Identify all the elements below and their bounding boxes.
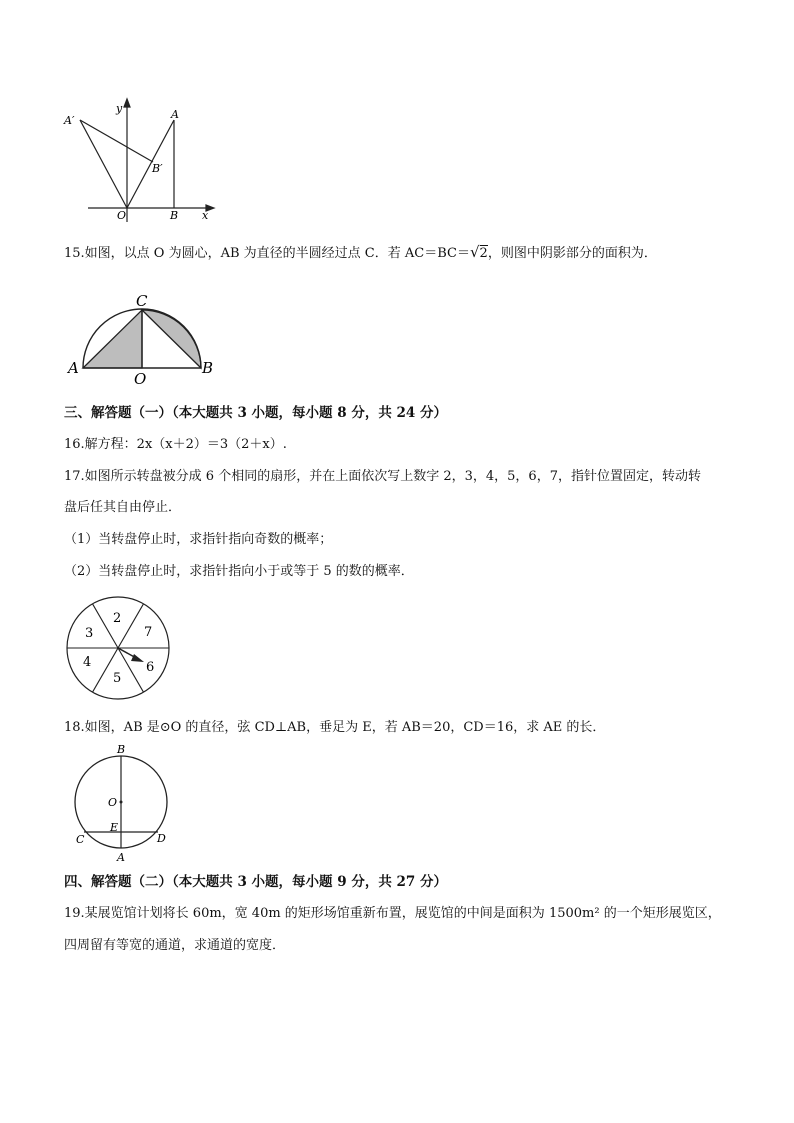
y-axis-arrow: [124, 99, 130, 107]
center-dot: [120, 801, 123, 804]
q15-text: [64, 243, 657, 263]
spinner-number: 4: [83, 655, 92, 670]
label-a: A: [68, 359, 79, 377]
sqrt-radicand: 2: [479, 246, 488, 261]
spinner-number: 3: [85, 626, 94, 641]
label-c: C: [76, 833, 85, 846]
circle-chord-figure: [68, 740, 178, 866]
shaded-segment: [142, 310, 201, 368]
pointer-arrow-icon: [131, 654, 144, 662]
rotation-figure: [58, 96, 218, 226]
label-b-prime: B′: [152, 162, 163, 175]
section-4-title: 四、解答题（二）（本大题共 3 小题，每小题 9 分，共 27 分）: [64, 874, 448, 890]
spinner-figure: [64, 594, 172, 702]
q17-line-1: 17.如图所示转盘被分成 6 个相同的扇形，并在上面依次写上数字 2，3，4，5，6，7，指针位置固定，转动转: [64, 469, 701, 484]
spinner-number: 7: [144, 625, 153, 640]
label-b: B: [170, 209, 179, 222]
label-y: y: [116, 102, 123, 115]
q17-part-1: （1）当转盘停止时，求指针指向奇数的概率；: [64, 532, 333, 547]
label-x: x: [202, 209, 209, 222]
label-o: O: [108, 796, 118, 809]
spinner-number: 6: [146, 660, 155, 675]
q15-text-before: 15.如图，以点 O 为圆心，AB 为直径的半圆经过点 C．若 AC＝BC＝: [64, 246, 470, 261]
label-o: O: [117, 209, 127, 222]
q19-line-1: 19.某展览馆计划将长 60m，宽 40m 的矩形场馆重新布置，展览馆的中间是面积为 1500m² 的一个矩形展览区，: [64, 906, 721, 921]
label-c: C: [136, 292, 148, 310]
segment-oa: [127, 120, 174, 208]
semicircle-figure: [64, 292, 224, 386]
q15-text-after: ，则图中阴影部分的面积为．: [487, 246, 657, 261]
label-b: B: [117, 743, 126, 756]
q18-text: 18.如图，AB 是⊙O 的直径，弦 CD⊥AB，垂足为 E，若 AB＝20，CD＝16，求 AE 的长．: [64, 720, 606, 735]
label-a: A: [117, 851, 125, 864]
section-3-title: 三、解答题（一）（本大题共 3 小题，每小题 8 分，共 24 分）: [64, 405, 448, 421]
sqrt-symbol: √: [469, 243, 480, 261]
label-e: E: [110, 821, 119, 834]
label-b: B: [202, 359, 214, 377]
q17-line-2: 盘后任其自由停止．: [64, 500, 182, 515]
label-a: A: [171, 108, 179, 121]
q16-text: 16.解方程：2x（x＋2）＝3（2＋x）.: [64, 437, 287, 452]
spinner-number: 2: [113, 611, 122, 626]
shaded-triangle: [83, 310, 142, 368]
label-a-prime: A′: [64, 114, 75, 127]
label-o: O: [134, 370, 147, 386]
q19-line-2: 四周留有等宽的通道，求通道的宽度．: [64, 938, 286, 953]
q17-part-2: （2）当转盘停止时，求指针指向小于或等于 5 的数的概率．: [64, 564, 414, 579]
spinner-number: 5: [113, 671, 122, 686]
label-d: D: [157, 832, 166, 845]
